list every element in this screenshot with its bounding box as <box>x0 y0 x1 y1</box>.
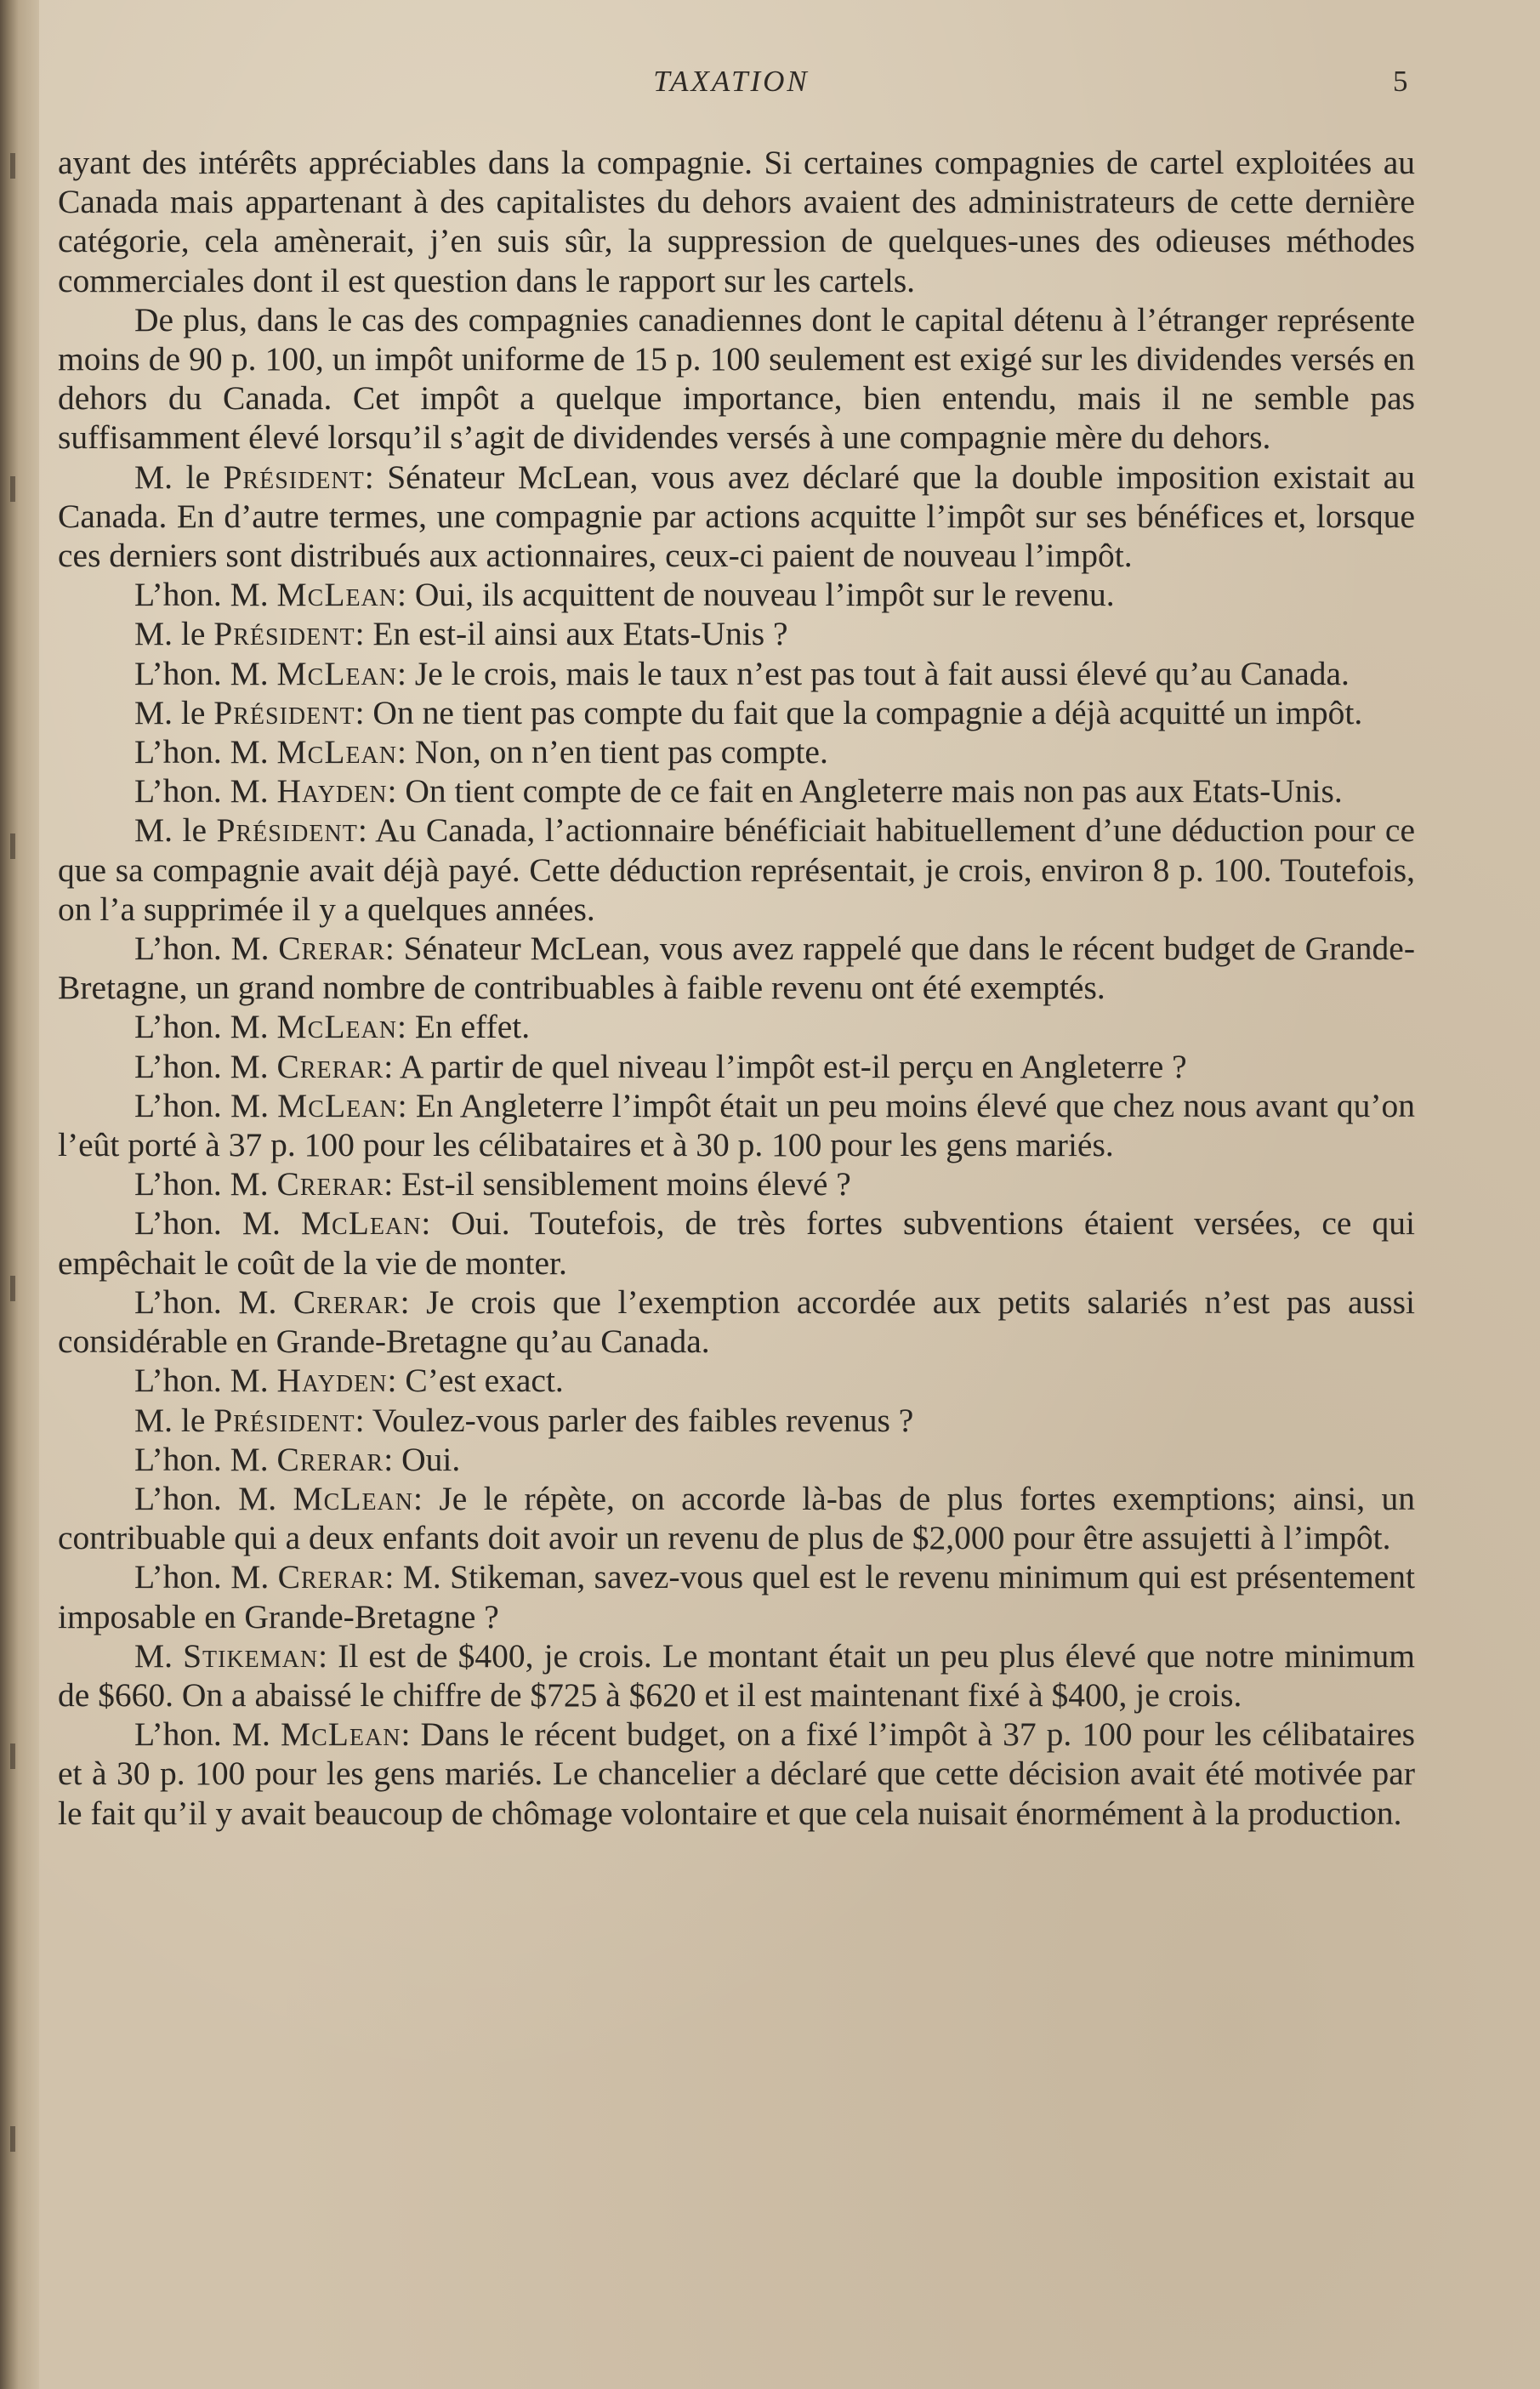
text-paragraph <box>58 300 1415 458</box>
speaker-separator: : <box>384 1440 402 1478</box>
speaker-title: L’hon. M. <box>134 1165 277 1203</box>
paragraph-text: En est-il ainsi aux Etats-Unis ? <box>372 615 788 653</box>
paragraph-text: On ne tient pas compte du fait que la compagnie a déjà acquitté un impôt. <box>372 693 1363 731</box>
speaker-title: M. le <box>134 1401 214 1439</box>
speaker-name: McLean <box>276 733 398 771</box>
speaker-separator: : <box>364 458 388 496</box>
speaker-name: Président <box>213 1401 355 1439</box>
speaker-name: Président <box>213 615 355 653</box>
binding-mark <box>10 833 15 859</box>
speaker-title: L’hon. M. <box>134 733 277 771</box>
binding-mark <box>10 153 15 179</box>
speaker-name: McLean <box>293 1479 414 1517</box>
speaker-paragraph <box>58 1715 1415 1833</box>
speaker-separator: : <box>387 1362 406 1400</box>
speaker-separator: : <box>397 733 415 771</box>
speaker-name: McLean <box>277 1086 398 1124</box>
speaker-name: McLean <box>300 1204 422 1243</box>
speaker-separator: : <box>318 1636 338 1675</box>
paragraph-text: A partir de quel niveau l’impôt est-il perçu en Angleterre ? <box>399 1047 1187 1085</box>
speaker-name: Stikeman <box>183 1636 319 1675</box>
transcript-body <box>58 143 1415 1833</box>
speaker-paragraph <box>58 458 1415 576</box>
speaker-separator: : <box>387 772 406 811</box>
paragraph-text: M. Stikeman, savez-vous quel est le revenu minimum qui est présentement imposable en Grande-Bretagne ? <box>58 1558 1415 1635</box>
paragraph-text: De plus, dans le cas des compagnies canadiennes dont le capital détenu à l’étranger représente moins de 90 p. 100, un impôt uniforme de 15 p. 100 seulement est exigé sur les dividendes versés en dehors du Canada. Cet impôt a quelque importance, bien entendu, mais il ne semble pas suffisamment élevé lorsqu’il s’agit de dividendes versés à une compagnie mère du dehors. <box>58 300 1415 457</box>
paragraph-text: Je le crois, mais le taux n’est pas tout à fait aussi élevé qu’au Canada. <box>414 654 1350 692</box>
binding-mark <box>10 1276 15 1301</box>
speaker-name: Président <box>216 811 358 850</box>
speaker-title: L’hon. M. <box>134 654 277 692</box>
speaker-separator: : <box>355 1401 372 1439</box>
running-title: TAXATION <box>653 65 810 98</box>
speaker-separator: : <box>384 930 404 968</box>
paragraph-text: Sénateur McLean, vous avez rappelé que dans le récent budget de Grande-Bretagne, un grand nombre de contribuables à faible revenu ont été exemptés. <box>58 930 1415 1007</box>
paragraph-text: Oui. Toutefois, de très fortes subventions étaient versées, ce qui empêchait le coût de la vie de monter. <box>58 1204 1415 1282</box>
speaker-name: Hayden <box>276 772 388 811</box>
speaker-title: L’hon. M. <box>134 1362 277 1400</box>
speaker-name: Crerar <box>276 1440 384 1478</box>
speaker-name: McLean <box>276 576 398 614</box>
speaker-separator: : <box>400 1283 427 1321</box>
speaker-paragraph <box>58 929 1415 1007</box>
speaker-separator: : <box>397 576 415 614</box>
paragraph-text: C’est exact. <box>405 1362 564 1400</box>
paragraph-text: Oui. <box>401 1440 461 1478</box>
page-number: 5 <box>1393 65 1408 98</box>
speaker-title: L’hon. M. <box>134 1086 278 1124</box>
speaker-separator: : <box>413 1479 440 1517</box>
speaker-name: Crerar <box>293 1283 401 1321</box>
speaker-title: L’hon. M. <box>134 1440 277 1478</box>
speaker-name: McLean <box>276 654 398 692</box>
speaker-name: Crerar <box>276 1165 384 1203</box>
paragraph-text: ayant des intérêts appréciables dans la compagnie. Si certaines compagnies de cartel exploitées au Canada mais appartenant à des capitalistes du dehors avaient des administrateurs de cette dernière catégorie, cela amènerait, j’en suis sûr, la suppression de quelques-unes des odieuses méthodes commerciales dont il est question dans le rapport sur les cartels. <box>58 144 1415 299</box>
speaker-paragraph <box>58 575 1415 614</box>
speaker-paragraph <box>58 1203 1415 1282</box>
binding-mark <box>10 476 15 502</box>
speaker-paragraph <box>58 1283 1415 1361</box>
speaker-name: McLean <box>276 1008 398 1046</box>
paragraph-text: Non, on n’en tient pas compte. <box>414 733 828 771</box>
speaker-title: L’hon. M. <box>134 930 279 968</box>
speaker-separator: : <box>397 1008 415 1046</box>
speaker-paragraph <box>58 1007 1415 1046</box>
paragraph-text: Je le répète, on accorde là-bas de plus fortes exemptions; ainsi, un contribuable qui a deux enfants doit avoir un revenu de plus de $2,000 pour être assujetti à l’impôt. <box>58 1479 1415 1557</box>
speaker-paragraph <box>58 1636 1415 1715</box>
binding-mark <box>10 2126 15 2152</box>
speaker-separator: : <box>397 1086 416 1124</box>
speaker-paragraph <box>58 1401 1415 1440</box>
speaker-title: M. le <box>134 811 217 850</box>
paragraph-text: Voulez-vous parler des faibles revenus ? <box>372 1401 914 1439</box>
speaker-separator: : <box>384 1165 402 1203</box>
speaker-title: M. le <box>134 693 214 731</box>
speaker-separator: : <box>357 811 376 850</box>
speaker-title: L’hon. M. <box>134 1047 277 1085</box>
speaker-title: L’hon. M. <box>134 1008 277 1046</box>
speaker-paragraph <box>58 1479 1415 1557</box>
speaker-name: Président <box>223 458 365 496</box>
speaker-title: L’hon. M. <box>134 1558 278 1596</box>
speaker-title: L’hon. M. <box>134 1479 293 1517</box>
paragraph-text: On tient compte de ce fait en Angleterre mais non pas aux Etats-Unis. <box>405 772 1343 811</box>
speaker-name: Crerar <box>276 1047 384 1085</box>
speaker-paragraph <box>58 1361 1415 1400</box>
speaker-name: Hayden <box>276 1362 388 1400</box>
paragraph-text: Oui, ils acquittent de nouveau l’impôt sur le revenu. <box>414 576 1115 614</box>
running-header <box>0 65 1540 107</box>
speaker-paragraph <box>58 1086 1415 1164</box>
speaker-name: McLean <box>280 1715 401 1754</box>
paragraph-text: Dans le récent budget, on a fixé l’impôt à 37 p. 100 pour les célibataires et à 30 p. 100 pour les gens mariés. Le chancelier a déclaré que cette décision avait été motivée par le fait qu’il y avait beaucoup de chômage volontaire et que cela nuisait énormément à la production. <box>58 1715 1415 1832</box>
speaker-separator: : <box>355 615 373 653</box>
speaker-title: L’hon. M. <box>134 772 277 811</box>
speaker-paragraph <box>58 732 1415 771</box>
speaker-separator: : <box>401 1715 421 1754</box>
speaker-paragraph <box>58 1557 1415 1635</box>
speaker-separator: : <box>421 1204 452 1243</box>
speaker-name: Président <box>213 693 355 731</box>
paragraph-text: En Angleterre l’impôt était un peu moins élevé que chez nous avant qu’on l’eût porté à 37 p. 100 pour les célibataires et à 30 p. 100 pour les gens mariés. <box>58 1086 1416 1164</box>
speaker-name: Crerar <box>277 1558 385 1596</box>
speaker-separator: : <box>384 1047 400 1085</box>
paragraph-text: Je crois que l’exemption accordée aux petits salariés n’est pas aussi considérable en Grande-Bretagne qu’au Canada. <box>58 1283 1416 1361</box>
speaker-name: Crerar <box>278 930 385 968</box>
speaker-paragraph <box>58 1440 1415 1479</box>
speaker-paragraph <box>58 693 1415 732</box>
speaker-title: M. le <box>134 615 214 653</box>
speaker-paragraph <box>58 1047 1415 1086</box>
speaker-paragraph <box>58 771 1415 811</box>
speaker-title: M. le <box>134 458 224 496</box>
paragraph-text: Au Canada, l’actionnaire bénéficiait habituellement d’une déduction pour ce que sa compagnie avait déjà payé. Cette déduction représentait, je crois, environ 8 p. 100. Toutefois, on l’a supprimée il y a quelques années. <box>58 811 1415 928</box>
speaker-paragraph <box>58 811 1415 929</box>
speaker-separator: : <box>384 1558 403 1596</box>
speaker-paragraph <box>58 1164 1415 1203</box>
paragraph-text: Est-il sensiblement moins élevé ? <box>401 1165 851 1203</box>
paragraph-text: En effet. <box>414 1008 531 1046</box>
speaker-separator: : <box>355 693 373 731</box>
paragraph-text: Il est de $400, je crois. Le montant était un peu plus élevé que notre minimum de $660. On a abaissé le chiffre de $725 à $620 et il est maintenant fixé à $400, je crois. <box>58 1636 1415 1714</box>
speaker-title: L’hon. M. <box>134 576 277 614</box>
speaker-paragraph <box>58 654 1415 693</box>
speaker-title: L’hon. M. <box>134 1283 293 1321</box>
speaker-separator: : <box>397 654 415 692</box>
speaker-title: L’hon. M. <box>134 1715 281 1754</box>
speaker-title: L’hon. M. <box>134 1204 301 1243</box>
text-paragraph <box>58 143 1415 300</box>
speaker-paragraph <box>58 614 1415 653</box>
page-binding-edge <box>0 0 39 2389</box>
binding-mark <box>10 1743 15 1769</box>
speaker-title: M. <box>134 1636 184 1675</box>
paragraph-text: Sénateur McLean, vous avez déclaré que la double imposition existait au Canada. En d’autre termes, une compagnie par actions acquitte l’impôt sur ses bénéfices et, lorsque ces derniers sont distribués aux actionnaires, ceux-ci paient de nouveau l’impôt. <box>58 458 1415 575</box>
